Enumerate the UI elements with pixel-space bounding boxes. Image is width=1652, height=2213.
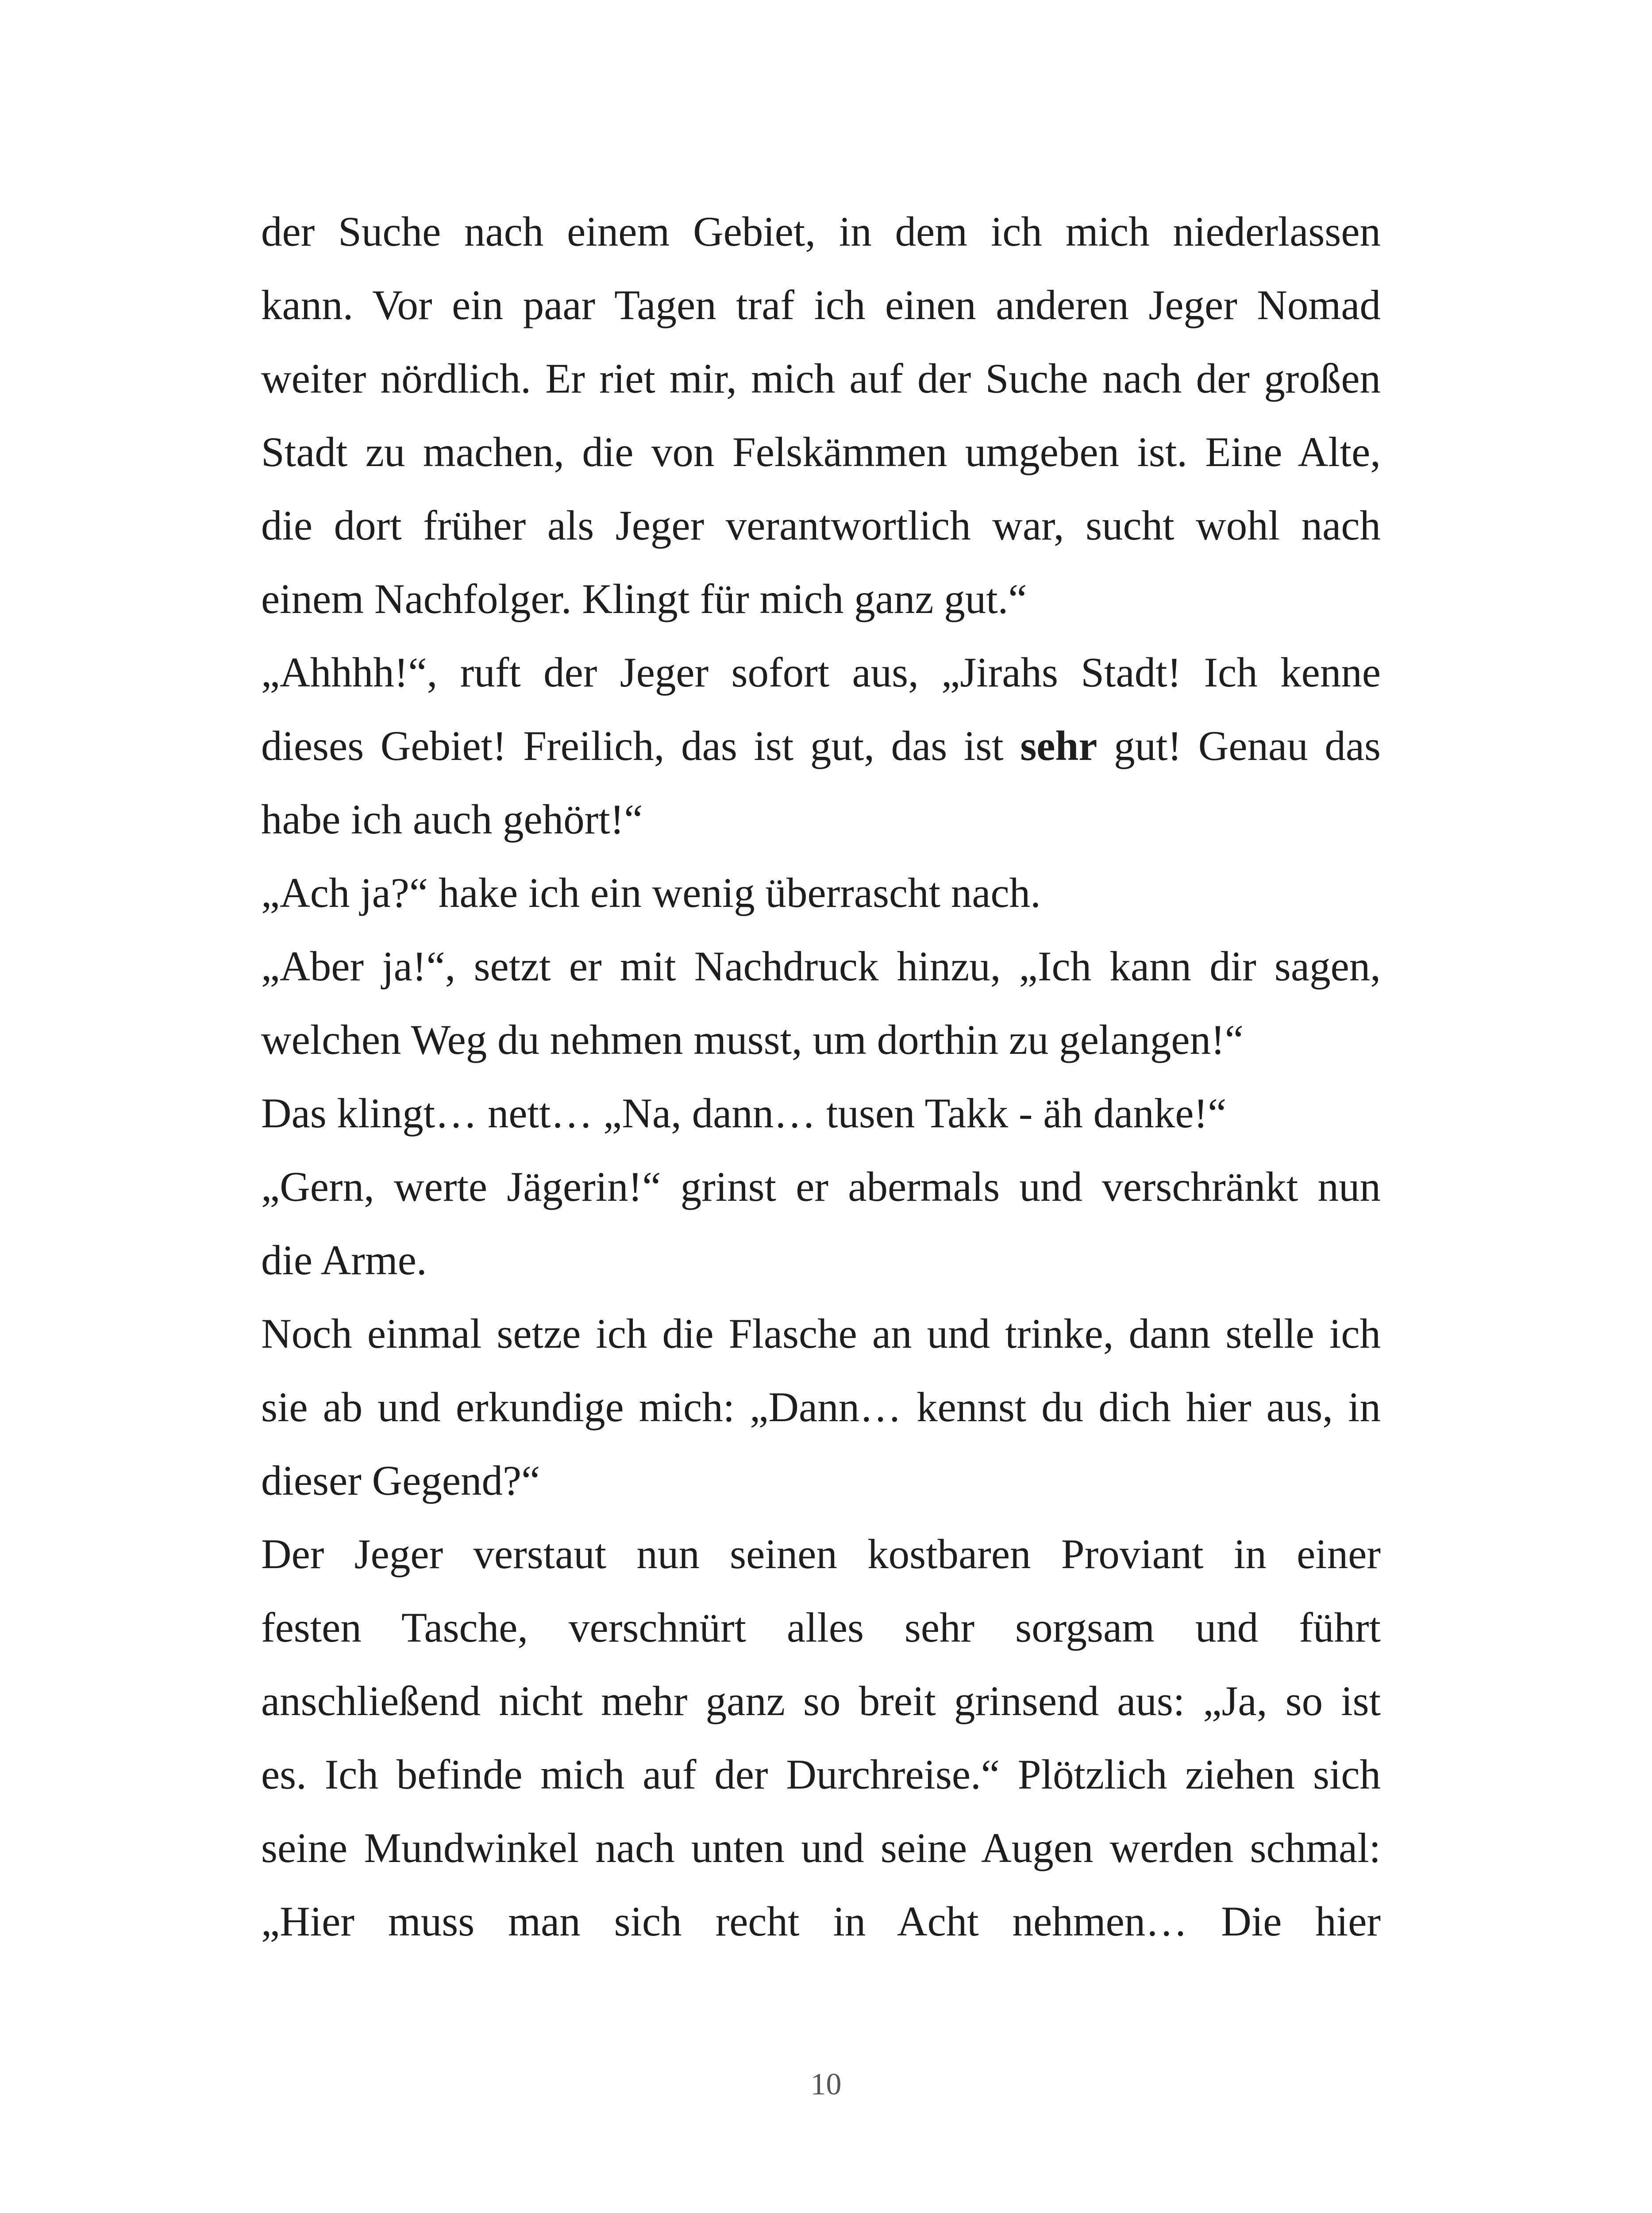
text-line: welchen Weg du nehmen musst, um dorthin zu gelangen!“	[261, 1016, 1244, 1063]
text-line: „Ahhhh!“, ruft der Jeger sofort aus, „Jirahs Stadt! Ich kenne	[261, 649, 1381, 696]
text-line: „Aber ja!“, setzt er mit Nachdruck hinzu, „Ich kann dir sagen,	[261, 943, 1381, 990]
text-line	[261, 709, 1381, 783]
text-line: der Suche nach einem Gebiet, in dem ich mich niederlassen	[261, 208, 1381, 255]
text-line: „Ach ja?“ hake ich ein wenig überrascht nach.	[261, 869, 1041, 916]
text-line: festen Tasche, verschnürt alles sehr sorgsam und führt	[261, 1604, 1381, 1651]
body-text	[261, 195, 1381, 1958]
text-line: weiter nördlich. Er riet mir, mich auf der Suche nach der großen	[261, 355, 1381, 402]
emphasis-bold: sehr	[1020, 722, 1097, 769]
text-line: Das klingt… nett… „Na, dann… tusen Takk - äh danke!“	[261, 1090, 1227, 1137]
text-line: anschließend nicht mehr ganz so breit grinsend aus: „Ja, so ist	[261, 1677, 1381, 1724]
text-line: seine Mundwinkel nach unten und seine Augen werden schmal:	[261, 1824, 1381, 1871]
text-line: sie ab und erkundige mich: „Dann… kennst du dich hier aus, in	[261, 1384, 1381, 1430]
text-line: es. Ich befinde mich auf der Durchreise.“ Plötzlich ziehen sich	[261, 1751, 1381, 1798]
text-segment: gut! Genau das	[1097, 722, 1381, 769]
text-line: Stadt zu machen, die von Felskämmen umgeben ist. Eine Alte,	[261, 428, 1381, 475]
text-line: einem Nachfolger. Klingt für mich ganz gut.“	[261, 575, 1027, 622]
text-line: die Arme.	[261, 1237, 427, 1284]
text-line: Noch einmal setze ich die Flasche an und trinke, dann stelle ich	[261, 1310, 1381, 1357]
text-line: kann. Vor ein paar Tagen traf ich einen anderen Jeger Nomad	[261, 281, 1381, 328]
text-line: die dort früher als Jeger verantwortlich war, sucht wohl nach	[261, 502, 1381, 549]
text-line: dieser Gegend?“	[261, 1457, 540, 1504]
text-segment: dieses Gebiet! Freilich, das ist gut, das ist	[261, 722, 1020, 769]
text-line: „Gern, werte Jägerin!“ grinst er abermals und verschränkt nun	[261, 1163, 1381, 1210]
text-line: habe ich auch gehört!“	[261, 796, 643, 843]
text-line: Der Jeger verstaut nun seinen kostbaren Proviant in einer	[261, 1531, 1381, 1577]
text-line: „Hier muss man sich recht in Acht nehmen… Die hier	[261, 1898, 1381, 1945]
page-number: 10	[810, 2067, 842, 2101]
